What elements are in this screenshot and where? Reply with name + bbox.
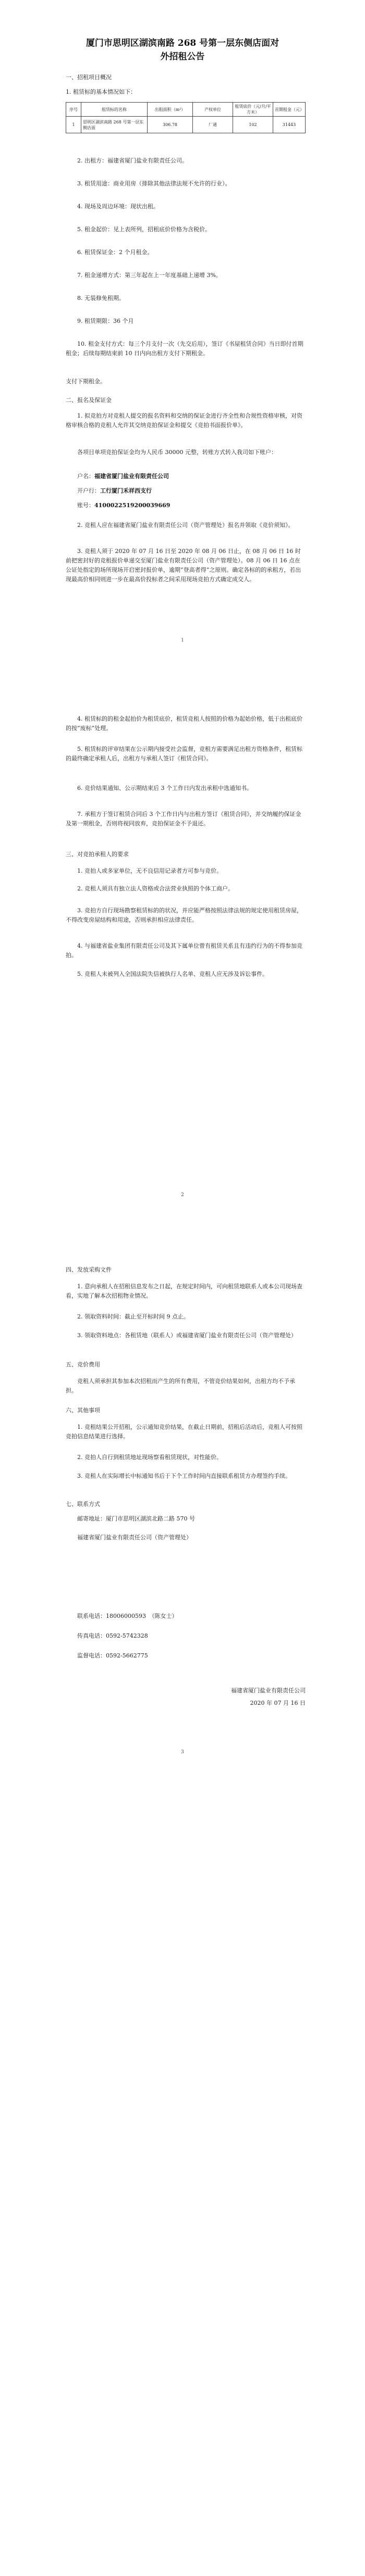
paragraph: 5. 竞租人未被列入全国法院失信被执行人名单、竞租人应无涉及诉讼事件。	[77, 971, 268, 977]
section1-heading: 一、招租项目概况	[66, 74, 112, 81]
paragraph: 2. 竞租人应在福建省厦门盐业有限责任公司（资产管理处）报名并领取《竞价须知》。	[77, 522, 294, 529]
signature-org: 福建省厦门盐业有限责任公司	[231, 1687, 306, 1694]
paragraph: 2. 领取资料时间：截止至开标时间 9 点止。	[77, 1313, 189, 1320]
paragraph: 5. 租赁标的评审结果在公示期内接受社会监督，竞租方需要满足出租方资格条件，租赁标的最终确定承租人后，出租方与承租人签订《租赁合同》。	[66, 746, 302, 762]
paragraph: 各项目单项竞拍保证金均为人民币 30000 元整，转账方式转入我司如下账户：	[77, 449, 277, 456]
paragraph: 3. 竞拍方自行现场勘察租赁标的的状况，并应能严格按照法律法规的规定使用租赁房屋，不得改变房屋结构和用途，否则承担相应法律责任。	[66, 907, 302, 923]
page-number: 1	[181, 638, 184, 643]
item1-intro: 1. 租赁标的基本情况如下：	[66, 89, 136, 95]
section7-heading: 七、联系方式	[66, 1501, 100, 1507]
table-row	[66, 117, 306, 133]
paragraph: 4. 租赁标的的租金起拍价为租赁底价，租赁竞租人按照的价格为起始价格，低于出租底价的按“废标”处理。	[66, 715, 302, 732]
table-cell: 厂通	[193, 117, 233, 133]
paragraph: 4. 现场及周边环境：现状出租。	[77, 203, 159, 210]
table-header: 产权单位	[193, 103, 233, 117]
paragraph: 6. 租赁保证金：2 个月租金。	[77, 249, 153, 256]
table-cell: 102	[233, 117, 273, 133]
account-bank-value: 工行厦门禾祥西支行	[100, 487, 152, 494]
section3-heading: 三、对竞拍承租人的要求	[66, 851, 129, 858]
paragraph: 1. 拟竞拍方对竞租人提交的报名资料和交纳的保证金进行齐全性和合规性资格审核，对资格审核合格的竞租人允许其交纳竞拍保证金和提交《竞拍书面报价单》。	[66, 412, 302, 429]
paragraph: 7. 承租方于签订租赁合同后 3 个工作日内与出租方签订《租赁合同》，并交纳履约保证金及第一期租金，否则将视同放弃，竞拍保证金不予退还。	[66, 811, 301, 827]
paragraph: 2. 竞拍人自行到租赁地址现场察看租赁现状，对性能价。	[77, 1454, 222, 1461]
page-title-line2: 外招租公告	[160, 52, 205, 62]
paragraph: 10. 租金支付方式：每三个月支付一次（先交后用），签订《书屋租赁合同》当日即付首期租金；后续每期结束前 10 日内向出租方支付下期租金。	[66, 341, 303, 357]
paragraph: 7. 租金递增方式：第三年起在上一年度基础上递增 3%。	[77, 272, 222, 279]
paragraph: 8. 无装修免租期。	[77, 295, 125, 301]
mailing-address: 邮寄地址：厦门市思明区湖滨北路二路 570 号	[77, 1515, 195, 1522]
paragraph: 2. 竞租人须具有独立法人资格或合法营业执照的个体工商户。	[77, 885, 234, 892]
paragraph: 9. 租赁期限：36 个月	[77, 318, 134, 324]
paragraph: 1. 竞租结果公开招租，公示通知竞价结果，在截止日期前，招租后活动后，竞租人可按照竞拍信息结果进行选择。	[66, 1424, 302, 1440]
paragraph: 4. 与福建省盐业集团有限责任公司及其下属单位曾有租赁关系且有违约行为的不得参加竞拍。	[66, 943, 302, 959]
page-title: 厦门市思明区湖滨南路 268 号第一层东侧店面对	[86, 38, 279, 48]
paragraph: 3. 租赁用途：商业用房（排除其他法律法规不允许的行业）。	[77, 180, 231, 187]
page-number: 2	[181, 1192, 184, 1198]
table-header: 租赁标的名称	[81, 103, 148, 117]
page-number: 3	[181, 1750, 184, 1755]
table-cell: 1	[66, 117, 81, 133]
account-name-label: 户名：	[77, 473, 94, 480]
account-name-value: 福建省厦门盐业有限责任公司	[94, 473, 169, 480]
account-bank-label: 开户行：	[77, 487, 100, 494]
account-number-label: 账号：	[77, 502, 94, 509]
table-header-row	[66, 103, 306, 117]
paragraph: 5. 租金起价：见上表所列，招租底价价格为含税价。	[77, 226, 211, 233]
section2-heading: 二、报名及保证金	[66, 397, 112, 404]
paragraph: 支付下期租金。	[66, 378, 106, 385]
account-number-value: 4100022519200039669	[94, 502, 171, 509]
account-bank	[66, 486, 306, 496]
table-cell: 306.78	[148, 117, 193, 133]
table-header: 租赁底价（元/月/平方米）	[233, 103, 273, 117]
table-header: 首期租金（元）	[273, 103, 306, 117]
table-header: 序号	[66, 103, 81, 117]
contact-fax: 传真电话：0592-5742328	[77, 1632, 148, 1639]
paragraph: 1. 意向承租人在招租信息发布之日起，在规定时间内，可向租赁地联系人或本公司现场查看，实地了解本次招租物业情况。	[66, 1283, 302, 1299]
paragraph: 2. 出租方：福建省厦门盐业有限责任公司。	[77, 157, 188, 164]
spec-table	[66, 102, 306, 133]
paragraph: 3. 竞租人须于 2020 年 07 月 16 日至 2020 年 08 月 06 日止，在 08 月 06 日 16 时前把密封好的竞租报价单递交至厦门盐业有限责任公司（资产管理处）。08 月 06 日 16 点在公证处指定的场所现场开启密封报价单，逾期“登高者得”之原则。确定各标的的承租方，若出现最高价相同则进一步在最高价投标者之间采用现场竞拍方式确定成交人。	[66, 548, 301, 583]
section5-heading: 五、竞价费用	[66, 1361, 100, 1368]
section6-heading: 六、其他事项	[66, 1407, 100, 1414]
paragraph: 6. 竞价结果通知、公示期结束后 3 个工作日内发出承租中选通知书。	[77, 785, 252, 791]
paragraph: 3. 领取资料地点：各租赁地（联系人）或福建省厦门盐业有限责任公司（资产管理处）	[77, 1332, 297, 1339]
paragraph: 3. 竞租人在实际增长中标通知书后于下个工作时间内直接联系租赁方办理签约手续。	[77, 1473, 291, 1479]
paragraph: 1. 竞拍人或多家单位，无不良信用记录者方可参与竞价。	[77, 868, 222, 874]
contact-phone: 联系电话：18006000593 （陈女士）	[77, 1613, 178, 1619]
signature-date: 2020 年 07 月 16 日	[250, 1700, 306, 1706]
account-name	[66, 472, 306, 481]
contact-supervise: 监督电话：0592-5662775	[77, 1652, 148, 1659]
paragraph: 竞租人须承担其参加本次招租而产生的所有费用，不管竞价结果如何，出租方均不予承担。	[66, 1378, 295, 1394]
account-number	[66, 501, 306, 510]
table-cell: 思明区湖滨南路 268 号第一层东侧店面	[81, 117, 148, 133]
table-cell: 31443	[273, 117, 306, 133]
table-header: 出租面积（m²）	[148, 103, 193, 117]
section4-heading: 四、发放采购文件	[66, 1266, 112, 1273]
mailing-org: 福建省厦门盐业有限责任公司（资产管理处）	[77, 1534, 192, 1541]
